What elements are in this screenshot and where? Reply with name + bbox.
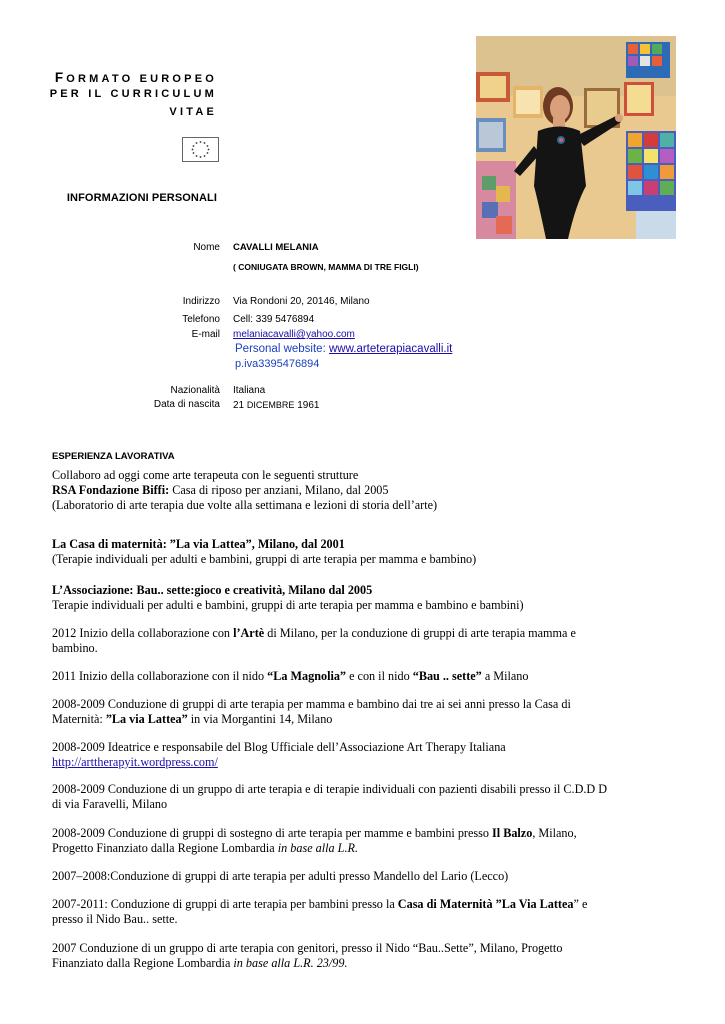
experience-paragraph-11 [52,897,632,927]
blog-link[interactable]: http://arttherapyit.wordpress.com/ [52,755,218,769]
experience-text: Casa di riposo per anziani, Milano, dal 2005 [169,483,389,497]
email-label: E-mail [191,329,220,340]
experience-line: L’Associazione: Bau.. sette:gioco e creatività, Milano dal 2005 [52,583,373,597]
experience-paragraph-12 [52,941,632,971]
experience-line: di via Faravelli, Milano [52,797,168,811]
experience-bold: Casa di Maternità ”La Via Lattea [397,897,574,911]
nationality-label: Nazionalità [170,385,220,396]
birth-day: 21 [233,400,245,411]
experience-line: (Laboratorio di arte terapia due volte alla settimana e lezioni di storia dell’arte) [52,498,438,512]
experience-text: Maternità: [52,712,106,726]
birth-label: Data di nascita [153,399,220,410]
experience-line [52,483,632,498]
experience-text: 2008-2009 Conduzione di gruppi di sostegno di arte terapia per mamme e bambini presso [52,826,493,840]
experience-line: La Casa di maternità: ”La via Lattea”, Milano, dal 2001 [52,537,345,551]
address-label: Indirizzo [182,296,220,307]
website-link[interactable]: www.arteterapiacavalli.it [328,343,453,355]
nationality-value: Italiana [233,385,266,396]
experience-bold: ”La via Lattea” [105,712,188,726]
experience-italic: in base alla L.R. [277,841,358,855]
experience-text: di Milano, per la conduzione di gruppi di arte terapia mamma e [264,626,576,640]
name-note: ( CONIUGATA BROWN, MAMMA DI TRE FIGLI) [233,262,419,272]
birth-month: DICEMBRE [246,400,295,410]
website-line [235,342,452,356]
experience-line: presso il Nido Bau.. sette. [52,912,178,926]
experience-paragraph-8 [52,782,632,812]
name-label: Nome [193,242,220,253]
experience-line [52,897,632,912]
experience-line: bambino. [52,641,98,655]
experience-text: 2012 Inizio della collaborazione con [52,626,234,640]
experience-line: 2007 Conduzione di un gruppo di arte terapia con genitori, presso il Nido “Bau..Sette”, Milano, Progetto [52,941,563,955]
experience-line [52,626,632,641]
experience-line [52,826,632,841]
experience-paragraph-5 [52,669,632,684]
experience-paragraph-3 [52,583,632,613]
phone-label: Telefono [182,314,220,325]
piva-value: p.iva3395476894 [235,358,320,370]
experience-line: Terapie individuali per adulti e bambini, gruppi di arte terapia per mamma e bambino e bambini) [52,598,524,612]
experience-line: Collaboro ad oggi come arte terapeuta con le seguenti strutture [52,468,359,482]
experience-bold: “Bau .. sette” [412,669,482,683]
experience-line: 2008-2009 Conduzione di un gruppo di arte terapia e di terapie individuali con pazienti disabili presso il C.D.D D [52,782,608,796]
experience-text: a Milano [481,669,529,683]
experience-text: 2007-2011: Conduzione di gruppi di arte terapia per bambini presso la [52,897,398,911]
phone-value: Cell: 339 5476894 [233,314,315,325]
experience-line: (Terapie individuali per adulti e bambini, gruppi di arte terapia per mamma e bambino) [52,552,477,566]
experience-text: e con il nido [346,669,413,683]
birth-year: 1961 [297,400,320,411]
experience-paragraph-6 [52,697,632,727]
experience-paragraph-2 [52,537,632,567]
eu-flag-icon [182,137,219,162]
experience-bold: “La Magnolia” [267,669,347,683]
section-heading-personal: INFORMAZIONI PERSONALI [66,192,217,204]
experience-paragraph-7 [52,740,632,770]
birth-value [233,398,319,413]
email-link[interactable]: melaniacavalli@yahoo.com [233,329,355,340]
experience-line: 2008-2009 Ideatrice e responsabile del Blog Ufficiale dell’Associazione Art Therapy Italiana [52,740,506,754]
experience-paragraph-1 [52,468,632,513]
experience-text: 2011 Inizio della collaborazione con il nido [52,669,268,683]
cv-title-line-3: VITAE [169,106,217,118]
address-value: Via Rondoni 20, 20146, Milano [233,296,370,307]
profile-photo [476,36,676,239]
experience-paragraph-10 [52,869,632,884]
experience-italic: in base alla L.R. 23/99. [233,956,348,970]
website-prefix: Personal website: [235,343,329,355]
cv-title-line-1: FORMATO EUROPEO [54,70,217,85]
experience-line [52,841,632,856]
cv-title-line-2: PER IL CURRICULUM [49,88,217,100]
experience-line [52,956,632,971]
experience-line [52,669,632,684]
experience-paragraph-9 [52,826,632,856]
name-value: CAVALLI MELANIA [233,242,319,253]
experience-line: 2007–2008:Conduzione di gruppi di arte terapia per adulti presso Mandello del Lario (Lecco) [52,869,509,883]
experience-paragraph-4 [52,626,632,656]
experience-bold: RSA Fondazione Biffi: [52,483,170,497]
experience-text: Finanziato dalla Regione Lombardia [52,956,234,970]
experience-line [52,712,632,727]
section-heading-work: ESPERIENZA LAVORATIVA [52,451,175,462]
experience-text: Progetto Finanziato dalla Regione Lombardia [52,841,278,855]
experience-text: ” e [573,897,588,911]
experience-line: 2008-2009 Conduzione di gruppi di arte terapia per mamma e bambino dai tre ai sei anni presso la Casa di [52,697,571,711]
experience-text: in via Morgantini 14, Milano [187,712,333,726]
experience-bold: Il Balzo [492,826,533,840]
experience-text: , Milano, [532,826,577,840]
experience-bold: l’Artè [233,626,265,640]
